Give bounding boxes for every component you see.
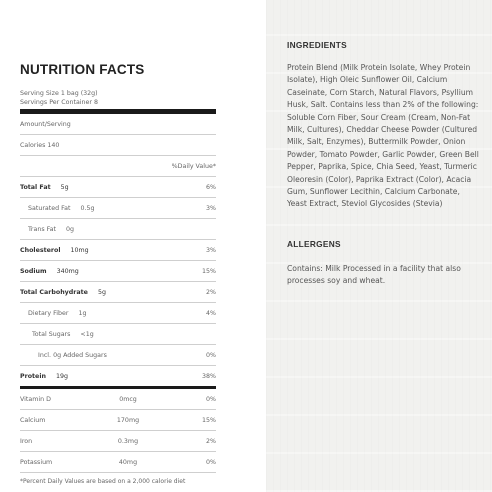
calories: Calories 140 — [20, 141, 60, 149]
nutrient-daily-value: 3% — [206, 204, 216, 212]
nutrient-row — [20, 261, 216, 282]
nutrient-daily-value: 3% — [206, 246, 216, 254]
nutrient-row — [20, 240, 216, 261]
vitamin-rows — [20, 389, 216, 473]
vitamin-amount: 0.3mg — [117, 437, 139, 445]
nutrient-label-group — [20, 226, 74, 233]
vitamin-daily-value: 2% — [206, 437, 216, 445]
nutrient-name: Incl. 0g Added Sugars — [38, 351, 107, 359]
nutrient-row — [20, 345, 216, 366]
nutrient-label-group — [20, 352, 117, 359]
ingredients-column — [287, 40, 479, 288]
nutrient-name: Dietary Fiber — [28, 309, 69, 317]
vitamin-name: Potassium — [20, 458, 53, 466]
nutrient-name: Total Carbohydrate — [20, 288, 88, 296]
nutrient-amount: 10mg — [70, 246, 89, 254]
vitamin-daily-value: 0% — [206, 458, 216, 466]
nutrient-name: Saturated Fat — [28, 204, 71, 212]
nutrient-amount: 0g — [66, 225, 75, 233]
nutrient-row — [20, 303, 216, 324]
amount-per-serving: Amount/Serving — [20, 120, 71, 128]
vitamin-row — [20, 452, 216, 473]
vitamin-amount: 40mg — [118, 458, 138, 466]
nutrient-amount: 1g — [78, 309, 87, 317]
nutrient-row — [20, 366, 216, 386]
nutrient-daily-value: 2% — [206, 288, 216, 296]
nutrient-daily-value: 15% — [202, 267, 216, 275]
nutrient-daily-value: 0% — [206, 351, 216, 359]
nutrient-amount: 0.5g — [80, 204, 95, 212]
nutrition-facts-label — [20, 62, 216, 485]
ingredients-heading: INGREDIENTS — [287, 40, 348, 50]
nutrient-row — [20, 177, 216, 198]
nutrient-row — [20, 198, 216, 219]
calories-row — [20, 135, 216, 156]
nutrient-label-group — [20, 289, 106, 296]
ingredients-text: Protein Blend (Milk Protein Isolate, Whey Protein Isolate), High Oleic Sunflower Oil, Calcium Caseinate, Corn Starch, Natural Flavors, Psyllium Husk, Salt. Contains less than 2% of the following: Soluble Corn Fiber, Sour Cream (Cream, Non-Fat Milk, Cultures), Cheddar Cheese Powder (Cultured Milk, Salt, Enzymes), Buttermilk Powder, Onion Powder, Tomato Powder, Garlic Powder, Green Bell Pepper, Paprika, Spice, Chia Seed, Yeast, Turmeric Oleoresin (Color), Paprika Extract (Color), Acacia Gum, Sunflower Lecithin, Calcium Carbonate, Yeast Extract, Steviol Glycosides (Stevia) — [287, 63, 479, 209]
nutrient-label-group — [20, 184, 69, 191]
nutrient-name: Total Sugars — [32, 330, 71, 338]
vitamin-daily-value: 0% — [206, 395, 216, 403]
serving-size: Serving Size 1 bag (32g) — [20, 90, 98, 97]
vitamin-amount: 0mcg — [119, 395, 137, 403]
servings-per-container: Servings Per Container 8 — [20, 99, 99, 106]
nutrient-label-group — [20, 310, 87, 317]
nutrient-name: Total Fat — [20, 183, 51, 191]
vitamin-name: Vitamin D — [20, 395, 51, 403]
nutrient-rows — [20, 177, 216, 386]
nutrient-name: Cholesterol — [20, 246, 61, 254]
nutrient-amount: 5g — [97, 288, 106, 296]
nutrient-row — [20, 324, 216, 345]
nutrient-amount: <1g — [80, 330, 94, 338]
nutrient-label-group — [20, 268, 79, 275]
nutrition-facts-title: NUTRITION FACTS — [20, 62, 145, 77]
vitamin-row — [20, 410, 216, 431]
vitamin-row — [20, 389, 216, 410]
vitamin-row — [20, 431, 216, 452]
allergens-heading: ALLERGENS — [287, 238, 341, 249]
nutrient-row — [20, 219, 216, 240]
nutrient-amount: 340mg — [56, 267, 79, 275]
nutrient-label-group — [20, 331, 94, 338]
nutrient-amount: 19g — [55, 372, 68, 380]
daily-value-header: %Daily Value* — [171, 162, 216, 170]
daily-value-header-row — [20, 156, 216, 177]
nutrient-name: Protein — [20, 372, 46, 380]
vitamin-amount: 170mg — [116, 416, 140, 424]
nutrient-name: Sodium — [20, 267, 47, 275]
nutrient-label-group — [20, 247, 89, 254]
nutrient-name: Trans Fat — [28, 225, 57, 233]
vitamin-name: Calcium — [20, 416, 46, 424]
vitamin-name: Iron — [20, 437, 33, 445]
nutrient-daily-value: 38% — [202, 372, 216, 380]
daily-value-footnote: *Percent Daily Values are based on a 2,000 calorie diet — [20, 478, 186, 485]
nutrient-row — [20, 282, 216, 303]
nutrient-daily-value: 4% — [206, 309, 216, 317]
vitamin-daily-value: 15% — [202, 416, 216, 424]
nutrient-daily-value: 6% — [206, 183, 216, 191]
nutrient-label-group — [20, 205, 95, 212]
nutrient-amount: 5g — [60, 183, 69, 191]
amount-per-serving-row — [20, 114, 216, 135]
nutrient-label-group — [20, 373, 68, 380]
allergens-text: Contains: Milk Processed in a facility that also processes soy and wheat. — [287, 263, 461, 286]
